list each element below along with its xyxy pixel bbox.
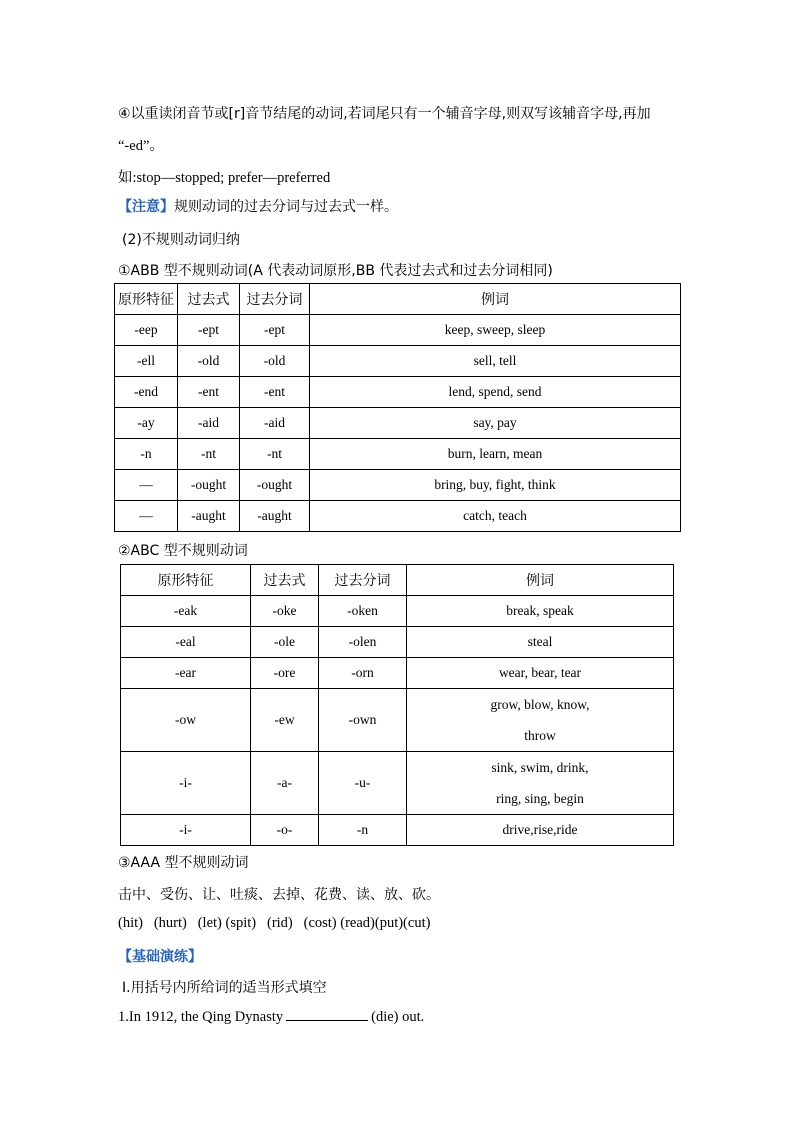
table-cell: sell, tell: [310, 346, 681, 377]
table-row: [115, 377, 681, 408]
abc-table: [120, 564, 674, 846]
table-cell: -nt: [240, 439, 310, 470]
table-cell: -ought: [178, 470, 240, 501]
table-cell: -ought: [240, 470, 310, 501]
question-1: [118, 1008, 424, 1026]
table-cell: -eal: [121, 627, 251, 658]
table-cell: -oke: [251, 596, 319, 627]
table-row: [121, 627, 674, 658]
abc-header-cell: 例词: [407, 565, 674, 596]
abb-header-cell: 过去分词: [240, 284, 310, 315]
table-cell: [407, 689, 674, 752]
table-cell: -n: [319, 815, 407, 846]
table-row: [115, 439, 681, 470]
example-line: throw: [524, 728, 556, 743]
table-cell: -ew: [251, 689, 319, 752]
table-row: [115, 346, 681, 377]
table-cell: -u-: [319, 752, 407, 815]
table-row: [115, 315, 681, 346]
table-cell: -old: [178, 346, 240, 377]
table-cell: -ay: [115, 408, 178, 439]
table-row: [115, 470, 681, 501]
table-cell: -ear: [121, 658, 251, 689]
abb-header-cell: 过去式: [178, 284, 240, 315]
table-cell: -aid: [240, 408, 310, 439]
abb-header-cell: 原形特征: [115, 284, 178, 315]
table-cell: -ole: [251, 627, 319, 658]
example-line: ring, sing, begin: [496, 791, 584, 806]
table-cell: -aught: [240, 501, 310, 532]
table-cell: -ow: [121, 689, 251, 752]
abb-header-row: [115, 284, 681, 315]
table-row: [121, 815, 674, 846]
table-cell: bring, buy, fight, think: [310, 470, 681, 501]
table-cell: drive,rise,ride: [407, 815, 674, 846]
table-cell: -olen: [319, 627, 407, 658]
table-cell: -i-: [121, 752, 251, 815]
abc-title: ②ABC 型不规则动词: [118, 543, 248, 559]
table-cell: lend, spend, send: [310, 377, 681, 408]
abc-header-cell: 过去分词: [319, 565, 407, 596]
example-line: sink, swim, drink,: [491, 760, 589, 775]
abc-header-row: [121, 565, 674, 596]
table-cell: [407, 752, 674, 815]
rule4-example: 如:stop—stopped; prefer—preferred: [118, 170, 331, 186]
rule4-line1: ④以重读闭音节或[r]音节结尾的动词,若词尾只有一个辅音字母,则双写该辅音字母,再加: [118, 106, 651, 122]
table-cell: catch, teach: [310, 501, 681, 532]
question-1-hint: (die) out.: [371, 1009, 425, 1025]
table-cell: -old: [240, 346, 310, 377]
table-row: [121, 596, 674, 627]
note-text: 规则动词的过去分词与过去式一样。: [174, 199, 398, 215]
rule4-line2: “-ed”。: [118, 138, 164, 154]
table-cell: -o-: [251, 815, 319, 846]
table-cell: -aught: [178, 501, 240, 532]
table-cell: break, speak: [407, 596, 674, 627]
table-cell: —: [115, 501, 178, 532]
table-cell: -ore: [251, 658, 319, 689]
table-row: [115, 408, 681, 439]
table-cell: -eak: [121, 596, 251, 627]
table-cell: -a-: [251, 752, 319, 815]
table-cell: -own: [319, 689, 407, 752]
abb-header-cell: 例词: [310, 284, 681, 315]
table-cell: say, pay: [310, 408, 681, 439]
table-cell: -ell: [115, 346, 178, 377]
table-row: [121, 752, 674, 815]
table-cell: -n: [115, 439, 178, 470]
table-cell: -nt: [178, 439, 240, 470]
table-cell: —: [115, 470, 178, 501]
aaa-en-words: (hit) (hurt) (let) (spit) (rid) (cost) (read)(put)(cut): [118, 915, 431, 931]
note-line: [118, 196, 398, 216]
table-cell: keep, sweep, sleep: [310, 315, 681, 346]
irregular-title: (2)不规则动词归纳: [122, 232, 240, 248]
table-cell: -end: [115, 377, 178, 408]
table-cell: -i-: [121, 815, 251, 846]
table-cell: -eep: [115, 315, 178, 346]
abb-title: ①ABB 型不规则动词(A 代表动词原形,BB 代表过去式和过去分词相同): [118, 263, 553, 279]
example-line: grow, blow, know,: [490, 697, 590, 712]
practice-tag: 【基础演练】: [118, 949, 202, 965]
abc-header-cell: 过去式: [251, 565, 319, 596]
table-cell: burn, learn, mean: [310, 439, 681, 470]
table-row: [121, 689, 674, 752]
table-cell: -aid: [178, 408, 240, 439]
table-cell: wear, bear, tear: [407, 658, 674, 689]
note-tag: 【注意】: [118, 199, 174, 215]
table-row: [115, 501, 681, 532]
abc-header-cell: 原形特征: [121, 565, 251, 596]
aaa-title: ③AAA 型不规则动词: [118, 855, 249, 871]
table-cell: -ept: [178, 315, 240, 346]
table-cell: -ent: [240, 377, 310, 408]
table-cell: -ept: [240, 315, 310, 346]
practice-section: Ⅰ.用括号内所给词的适当形式填空: [122, 980, 327, 996]
abb-table: [114, 283, 681, 532]
aaa-cn-words: 击中、受伤、让、吐痰、去掉、花费、读、放、砍。: [118, 887, 440, 903]
table-cell: -ent: [178, 377, 240, 408]
table-cell: -orn: [319, 658, 407, 689]
table-row: [121, 658, 674, 689]
answer-blank[interactable]: [286, 1008, 368, 1021]
table-cell: -oken: [319, 596, 407, 627]
table-cell: steal: [407, 627, 674, 658]
question-1-text: 1.In 1912, the Qing Dynasty: [118, 1009, 284, 1025]
